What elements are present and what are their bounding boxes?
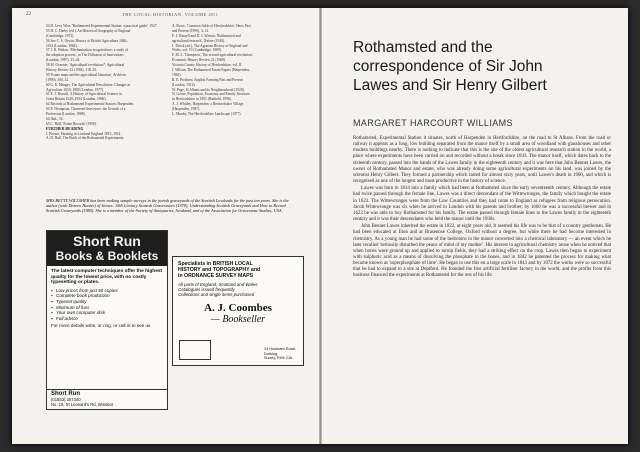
bookseller-logo-box [179, 340, 211, 360]
detail-line-2: Catalogues issued frequently [178, 286, 235, 292]
reference-entry: 62 Records of Rothamsted Experimental Station, Harpenden. [46, 102, 135, 107]
reference-entry: Wales, vol. VI (Cambridge, 1989). [172, 48, 222, 53]
advert-heading [47, 231, 167, 266]
reference-entry: A. Rowe, 'Common fields of Hertfordshire', Herts Past [172, 24, 251, 28]
reference-entry: Profession (London, 1968). [46, 112, 86, 117]
advert-feature-item: ▪ Full advice [51, 316, 163, 322]
book-spread [12, 8, 628, 444]
advert-body [47, 266, 167, 332]
reference-entry: F. M. L. Thompson, 'The second agricultural revolution', [172, 53, 254, 58]
reference-entry: 64 Ibid., 54. [46, 116, 64, 121]
reference-entry: 54 D. Levy Wise, 'Rothamsted Experimental Station: a practical guide', 1927. [46, 24, 158, 28]
article-paragraph: Rothamsted, Experimental Station it situates, north of Harpenden in Hertfordshire, on the road to St Albans. From the road or railway it appears as a long, low building separated from the manor itself by a small area of woodland with glasshouses and other modern buildings nearby. There is nothing to indicate that this is the site of the oldest agricultural research station in the world, a place where experiments have been carried on and recorded without a break since 1843. The manor itself, which dates back to the sixteenth century, passed into the hands of the Lawes family in the eighteenth century and it was here that John Bennet Lawes, the owner of Rothamsted Manor and estate, who was already doing some agricultural experiments on his land, was joined by the scientist Henry Gilbert. They formed a partnership which lasted for almost sixty years, until Lawes's death in 1900, and which is recognised as one of the longest and most productive in the history of science. [353, 136, 611, 185]
reference-entry: 65 C. Hall, 'Estate Records' (1990). [46, 121, 97, 126]
bookseller-specialisms [173, 257, 303, 280]
reference-entry: History Review 32 (1984), 118–33. [46, 68, 97, 73]
bookseller-address [264, 347, 298, 361]
specialism-line-3: in ORDNANCE SURVEY MAPS [178, 273, 254, 280]
advert-feature-item: ▪ Low prices from just 50 copies [51, 288, 163, 294]
reference-entry: (London, 1912). [172, 82, 196, 87]
reference-entry: the adoption process', in The Diffusion of Innovations [46, 53, 124, 58]
further-reading-entry: A. D. Hall, The Book of the Rothamsted Experiments. [46, 136, 125, 141]
detail-line-3: Collections and single items purchased [178, 292, 255, 298]
advert-feature-item: ▪ Typeset quality [51, 299, 163, 305]
coombes-bookseller-advert [172, 256, 304, 366]
reference-entry: J. Thirsk (ed.), The Agrarian History of England and [172, 43, 248, 48]
reference-entry: (Cambridge, 1973). [46, 33, 75, 38]
article-title [353, 38, 613, 95]
bookseller-name [173, 302, 303, 325]
biography-text: MRS BETTY WILLSHER has been making sample surveys in the parish graveyards of the Scottish Lowlands for the past ten years. She is the author (with Doreen Hunter) of Stones: 18th Century Scottish Gravestones (1978), Understanding Scottish Graveyards and How to Record Scottish Graveyards (1985). She is a member of the Society of Antiquaries, Scotland, and of the Association for Gravestone Studies, USA. [46, 198, 289, 214]
right-page [323, 8, 628, 444]
reference-entry: (Harpenden, 1987). [172, 107, 201, 112]
advert-feature-item: ▪ Minimum of fuss [51, 305, 163, 311]
reference-entry: J. Wilson, The Rothamsted Estate Papers (Harpenden, [172, 68, 250, 73]
reference-entry: 63 F. Thompson, Chartered Surveyors: the Growth of a [46, 107, 126, 112]
references-column-2 [172, 24, 300, 117]
article-body [353, 136, 611, 281]
book-gutter [319, 8, 322, 444]
bookseller-name-line-2: — Bookseller [210, 314, 266, 326]
article-title-line-2: correspondence of Sir John [353, 58, 543, 75]
reference-entry: 56 See C. S. Orwin, History of British Agriculture 1846– [46, 38, 129, 43]
reference-entry: N. Goose, Population, Economy and Family Structure [172, 92, 250, 97]
detail-line-1: All parts of England, Scotland and Wales [178, 281, 258, 287]
reference-entry: 60 G. E. Mingay, The Agricultural Revolution: Changes in [46, 82, 131, 87]
reference-entry: R. E. Prothero, English Farming Past and Present [172, 77, 243, 82]
advert-feature-item: ▪ Complete book production [51, 293, 163, 299]
further-reading-heading: FURTHER READING [46, 126, 84, 131]
reference-entry: 1984). [172, 72, 182, 77]
further-reading-entry: J. Brown, Farming in Lowland England 1815–1914. [46, 131, 122, 136]
reference-entry: Great Britain 1620–1954 (London, 1966). [46, 97, 107, 102]
article-paragraph: Lawes was born in 1814 into a family which had been at Rothamsted since the early seventeenth century. Although the estate had twice passed through the female line, Lawes was a direct descendant of the Wittewronges, the family which bought the estate in 1623. The Wittewronges were from the Low Countries and they had come to England as refugees from religious persecution. Jacob Wittewronge was six when he arrived in London with his parents and brother; by 1600 he was a successful brewer and in 1623 he was able to buy Rothamsted for his family. The estate passed through female lines to the Lawes family in the eighteenth century and it was their descendants who held the manor until the 1930s. [353, 186, 611, 223]
reference-entry: 1914 (London, 1964). [46, 43, 78, 48]
reference-entry: agricultural research', Nature (1940). [172, 38, 226, 43]
reference-entry: in Hertfordshire in 1851 (Hatfield, 1996). [172, 97, 232, 102]
reference-entry: Economic History Review 21 (1968). [172, 58, 226, 63]
reference-entry: (London, 1987), 23–42. [46, 58, 81, 63]
reference-entry: W. Page, St Albans and its Neighbourhood (1920). [172, 87, 245, 92]
address-line-3: Surrey, RH4 2JA [264, 356, 293, 361]
specialism-line-1: Specialists in BRITISH LOCAL [178, 261, 253, 267]
reference-entry: Victoria County History of Hertfordshire, vol. II. [172, 63, 243, 68]
bookseller-name-line-1: A. J. Coombes [204, 302, 272, 315]
reference-entry: L. Munby, The Hertfordshire Landscape (1977). [172, 112, 242, 117]
reference-entry: 59 'Estate maps and the agricultural historian', Archives [46, 72, 126, 77]
reference-entry: Agriculture 1650–1880 (London, 1977). [46, 87, 104, 92]
reference-entry: 58 M. Overton, 'Agricultural revolution?', Agricultural [46, 63, 125, 68]
specialism-line-2: HISTORY and TOPOGRAPHY and [178, 267, 261, 274]
advert-address: No. 18, St Leonard's Rd, Windsor [51, 402, 114, 407]
left-page [12, 8, 318, 444]
advert-footer [47, 389, 167, 409]
article-title-line-3: Lawes and Sir Henry Gilbert [353, 77, 547, 94]
running-head: THE LOCAL HISTORIAN, VOLUME 28/1 [122, 12, 219, 17]
advert-feature-item: ▪ Your own computer disk [51, 310, 163, 316]
address-line-2: Dorking, [264, 351, 279, 356]
advert-title-line-2: Books & Booklets [55, 249, 159, 263]
short-run-advert [46, 230, 168, 410]
reference-entry: 57 J. R. Walton, 'Mechanisation in agriculture: a study of [46, 48, 128, 53]
article-author: MARGARET HARCOURT WILLIAMS [353, 118, 513, 128]
references-column-1 [46, 24, 164, 141]
advert-company-name: Short Run [51, 391, 80, 397]
advert-phone: (01553) 257340 [51, 397, 81, 402]
advert-tagline: For more details write, or ring, or call in to see us [51, 323, 151, 329]
advert-title-line-1: Short Run [73, 233, 141, 249]
reference-entry: (1990), 100–12. [46, 77, 70, 82]
bookseller-details [173, 280, 303, 300]
address-line-1: 24 Horsham Road, [264, 347, 296, 352]
reference-entry: 55 H. C. Darby (ed.), An Historical Geography of England [46, 28, 131, 33]
page-number: 22 [26, 12, 31, 17]
article-paragraph: John Bennet Lawes inherited the estate in 1822, at eight years old. It seemed his life was to be that of a country gentleman. He had been educated at Eton and at Brasenose College, Oxford without a degree, but while there he had become interested in chemistry. As a young man he had some of the bedrooms in the manor converted into a chemical laboratory — an event which he later recalled 'seriously disturbed the peace of mind of my mother'. His interest in agricultural chemistry arose when he noticed that when bones were ground up and applied to turnip fields, they had a striking effect on the crop. Lawes then began to experiment with sulphuric acid as a means of dissolving the phosphate in the bones, and in 1842 he patented the process for making what became known as 'superphosphate of lime'. He began to use this on a large scale in 1843 and by 1872 the works were so successful that he had to expand to a site at Deptford. He founded the first artificial fertiliser factory in the world, and the profits from this business financed the experiments at Rothamsted for the rest of his life. [353, 224, 611, 279]
reference-entry: E. J. Russell and D. J. Watson, 'Rothamsted and [172, 33, 241, 38]
advert-lead: The latest computer techniques offer the highest quality for the lowest price, with no costly typesetting or plates. [51, 269, 163, 286]
reference-entry: 61 E. J. Russell, A History of Agricultural Science in [46, 92, 122, 97]
reference-entry: A. J. Whitley, Harpenden: a Hertfordshire Village [172, 102, 244, 107]
author-biography [46, 198, 296, 213]
article-title-line-1: Rothamsted and the [353, 39, 493, 56]
advert-feature-list [51, 288, 163, 322]
reference-entry: and Present (1990), 3–12. [172, 28, 210, 33]
